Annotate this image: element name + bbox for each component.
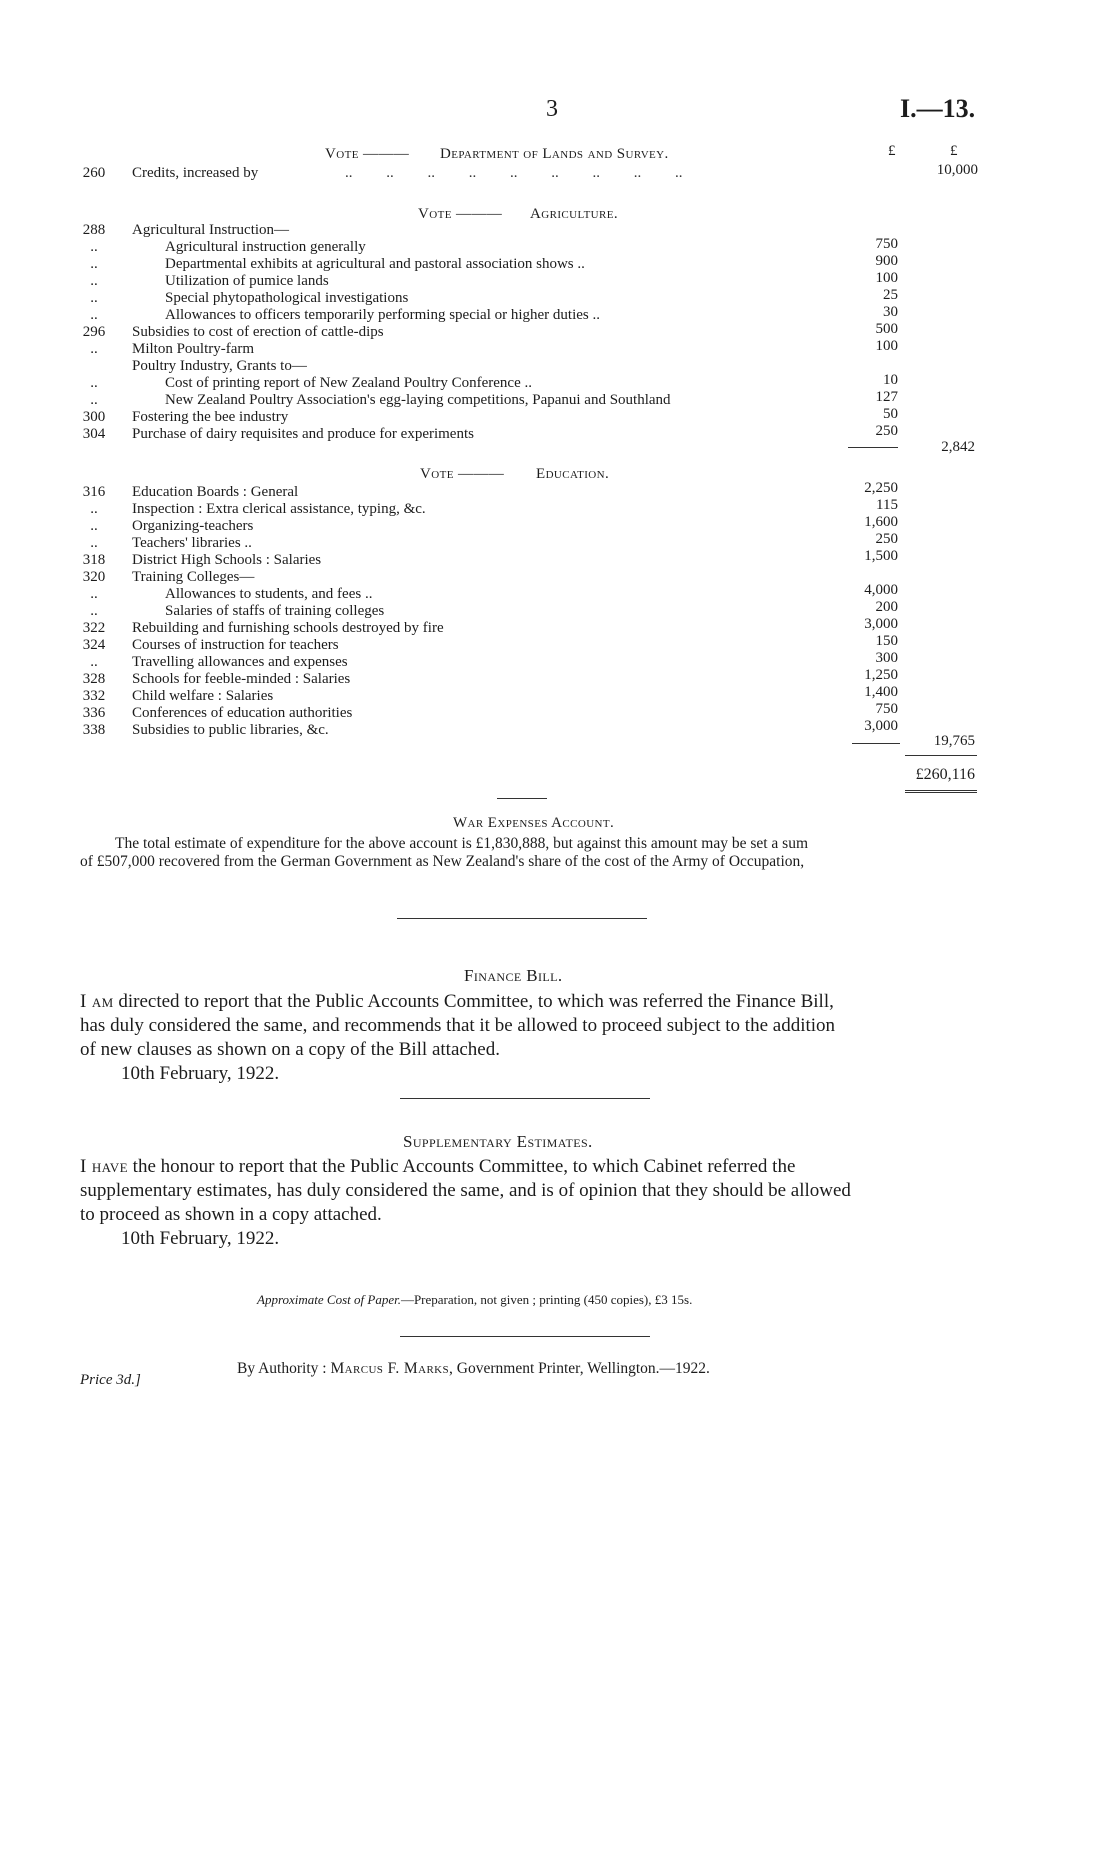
education-vote-label: Vote ——— xyxy=(420,466,505,482)
line-number: .. xyxy=(90,341,98,357)
cost-note: Approximate Cost of Paper.—Preparation, not given ; printing (450 copies), £3 15s. xyxy=(257,1292,693,1307)
subtotal-rule xyxy=(852,743,900,744)
line-number: .. xyxy=(90,392,98,408)
amount: 115 xyxy=(876,497,898,513)
line-number: 328 xyxy=(82,671,106,687)
war-text-line1: The total estimate of expenditure for the above account is £1,830,888, but against this amount may be set a sum xyxy=(115,835,809,852)
line-description: Agricultural Instruction— xyxy=(132,222,290,238)
line-number: 296 xyxy=(82,324,106,340)
section-divider xyxy=(400,1098,650,1099)
line-number: .. xyxy=(90,375,98,391)
line-description: Rebuilding and furnishing schools destroyed by fire xyxy=(132,620,444,636)
lands-vote-label: Vote ——— xyxy=(325,146,410,162)
grand-total: £260,116 xyxy=(915,766,975,783)
amount: 300 xyxy=(875,650,898,666)
agriculture-vote-label: Vote ——— xyxy=(418,206,503,222)
line-description: Special phytopathological investigations xyxy=(165,290,409,306)
supplementary-date: 10th February, 1922. xyxy=(121,1228,280,1249)
line-description: Training Colleges— xyxy=(132,569,255,585)
line-number: .. xyxy=(90,535,98,551)
cost-label: Approximate Cost of Paper. xyxy=(257,1292,401,1307)
line-number: .. xyxy=(90,239,98,255)
amount: 250 xyxy=(875,423,898,439)
line-number: 318 xyxy=(82,552,106,568)
amount: 50 xyxy=(883,406,898,422)
lands-heading: Department of Lands and Survey. xyxy=(440,146,669,162)
amount: 127 xyxy=(875,389,898,405)
supplementary-line3: to proceed as shown in a copy attached. xyxy=(80,1204,382,1225)
section-total: 19,765 xyxy=(933,733,975,749)
amount: 1,500 xyxy=(864,548,898,564)
grand-total-rule xyxy=(905,790,977,793)
line-number: .. xyxy=(90,586,98,602)
amount: 10,000 xyxy=(936,162,978,178)
amount: 100 xyxy=(875,270,898,286)
amount: 25 xyxy=(883,287,898,303)
line-number: .. xyxy=(90,307,98,323)
line-description: Organizing-teachers xyxy=(132,518,254,534)
line-description: Education Boards : General xyxy=(132,484,299,500)
leader-dots: .. .. .. .. .. .. .. .. .. xyxy=(345,165,683,181)
line-description: District High Schools : Salaries xyxy=(132,552,322,568)
amount: 750 xyxy=(875,236,898,252)
line-number: .. xyxy=(90,501,98,517)
war-text-line2: of £507,000 recovered from the German Government as New Zealand's share of the cost of the Army of Occupation, xyxy=(80,853,805,870)
finance-bill-date: 10th February, 1922. xyxy=(121,1063,280,1084)
line-description: Purchase of dairy requisites and produce for experiments xyxy=(132,426,474,442)
printer-line: By Authority : Marcus F. Marks, Government Printer, Wellington.—1922. xyxy=(237,1360,710,1377)
amount: 1,400 xyxy=(864,684,898,700)
subtotal-rule xyxy=(848,447,898,448)
amount: 150 xyxy=(875,633,898,649)
line-number: 288 xyxy=(82,222,106,238)
line-description: Teachers' libraries .. xyxy=(132,535,252,551)
supplementary-heading: Supplementary Estimates. xyxy=(403,1132,593,1151)
amount: 250 xyxy=(875,531,898,547)
line-description: Courses of instruction for teachers xyxy=(132,637,339,653)
line-description: Utilization of pumice lands xyxy=(165,273,329,289)
section-divider xyxy=(397,918,647,919)
line-number: 332 xyxy=(82,688,106,704)
line-description: Travelling allowances and expenses xyxy=(132,654,348,670)
amount: 200 xyxy=(875,599,898,615)
line-description: Departmental exhibits at agricultural and pastoral association shows .. xyxy=(165,256,585,272)
currency-col1: £ xyxy=(888,143,896,159)
price: Price 3d.] xyxy=(80,1372,141,1388)
finance-bill-heading: Finance Bill. xyxy=(464,966,563,985)
finance-bill-line3: of new clauses as shown on a copy of the Bill attached. xyxy=(80,1039,500,1060)
line-number: .. xyxy=(90,256,98,272)
line-description: Milton Poultry-farm xyxy=(132,341,255,357)
line-description: Fostering the bee industry xyxy=(132,409,289,425)
amount: 2,250 xyxy=(864,480,898,496)
line-description: Credits, increased by xyxy=(132,165,259,181)
line-description: Allowances to students, and fees .. xyxy=(165,586,373,602)
education-heading: Education. xyxy=(536,466,610,482)
line-description: Child welfare : Salaries xyxy=(132,688,274,704)
line-description: Subsidies to cost of erection of cattle-dips xyxy=(132,324,384,340)
section-divider xyxy=(400,1336,650,1337)
printer-name: Marcus F. Marks xyxy=(330,1360,450,1377)
line-number: .. xyxy=(90,273,98,289)
amount: 1,600 xyxy=(864,514,898,530)
amount: 1,250 xyxy=(864,667,898,683)
amount: 900 xyxy=(875,253,898,269)
line-number: 300 xyxy=(82,409,106,425)
line-description: Salaries of staffs of training colleges xyxy=(165,603,385,619)
line-number: .. xyxy=(90,603,98,619)
amount: 3,000 xyxy=(864,616,898,632)
amount: 4,000 xyxy=(864,582,898,598)
line-number: 320 xyxy=(82,569,106,585)
currency-col2: £ xyxy=(950,143,958,159)
line-description: Schools for feeble-minded : Salaries xyxy=(132,671,351,687)
line-description: Conferences of education authorities xyxy=(132,705,353,721)
war-heading: War Expenses Account. xyxy=(453,815,615,831)
supplementary-line1: I have the honour to report that the Public Accounts Committee, to which Cabinet referred the xyxy=(80,1156,796,1177)
amount: 500 xyxy=(875,321,898,337)
amount: 30 xyxy=(883,304,898,320)
line-number: 324 xyxy=(82,637,106,653)
supplementary-lead: I have xyxy=(80,1156,128,1177)
line-number: 322 xyxy=(82,620,106,636)
finance-bill-lead: I am xyxy=(80,991,114,1012)
agriculture-heading: Agriculture. xyxy=(530,206,619,222)
line-description: New Zealand Poultry Association's egg-laying competitions, Papanui and Southland xyxy=(165,392,671,408)
supplementary-line2: supplementary estimates, has duly considered the same, and is of opinion that they should be allowed xyxy=(80,1180,851,1201)
total-rule xyxy=(905,755,977,756)
line-description: Allowances to officers temporarily performing special or higher duties .. xyxy=(165,307,601,323)
section-divider xyxy=(497,798,547,799)
line-description: Cost of printing report of New Zealand Poultry Conference .. xyxy=(165,375,532,391)
document-reference: I.—13. xyxy=(900,94,976,123)
line-description: Subsidies to public libraries, &c. xyxy=(132,722,329,738)
line-description: Agricultural instruction generally xyxy=(165,239,366,255)
page-number: 3 xyxy=(546,96,558,122)
line-number: 260 xyxy=(82,165,106,181)
finance-bill-line1: I am directed to report that the Public Accounts Committee, to which was referred the Finance Bill, xyxy=(80,991,834,1012)
finance-bill-line2: has duly considered the same, and recommends that it be allowed to proceed subject to the addition xyxy=(80,1015,836,1036)
line-number: 338 xyxy=(82,722,106,738)
line-number: .. xyxy=(90,654,98,670)
line-number: .. xyxy=(90,518,98,534)
line-number: 336 xyxy=(82,705,106,721)
amount: 100 xyxy=(875,338,898,354)
section-total: 2,842 xyxy=(941,439,975,455)
amount: 10 xyxy=(883,372,898,388)
line-description: Inspection : Extra clerical assistance, typing, &c. xyxy=(132,501,426,517)
line-number: .. xyxy=(90,290,98,306)
line-number: 316 xyxy=(82,484,106,500)
line-number: 304 xyxy=(82,426,106,442)
line-description: Poultry Industry, Grants to— xyxy=(132,358,307,374)
amount: 750 xyxy=(875,701,898,717)
amount: 3,000 xyxy=(864,718,898,734)
